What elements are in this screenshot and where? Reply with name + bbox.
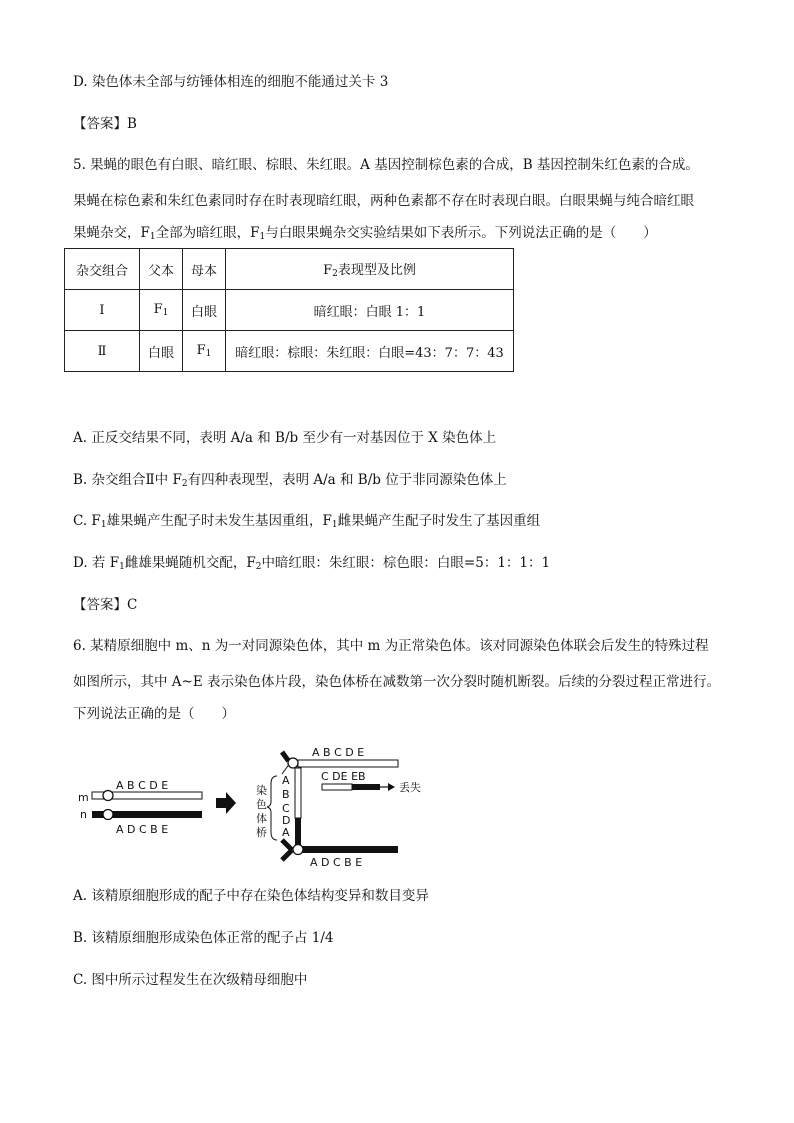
bridge-brace bbox=[267, 776, 277, 840]
table-header-cell: $F_2$表现型及比例 bbox=[226, 249, 514, 290]
bridge-gene-c: C bbox=[282, 802, 290, 815]
bottom-chromosome bbox=[298, 846, 398, 853]
fragment-gene-labels: C DE EB bbox=[321, 770, 366, 783]
table-cell: 白眼 bbox=[140, 331, 183, 372]
bridge-gene-a2: A bbox=[282, 826, 290, 839]
bridge-black-segment bbox=[295, 818, 301, 846]
n-label: n bbox=[80, 808, 87, 821]
m-centromere bbox=[103, 791, 113, 801]
q6-stem-3: 下列说法正确的是（ ） bbox=[73, 706, 235, 722]
q6-option-b: B. 该精原细胞形成染色体正常的配子占 1/4 bbox=[73, 930, 334, 946]
q5-stem-1: 5. 果蝇的眼色有白眼、暗红眼、棕眼、朱红眼。A 基因控制棕色素的合成，B 基因控制朱红色素的合成。 bbox=[73, 157, 699, 173]
top-chromosome bbox=[298, 760, 398, 767]
table-header-cell: 母本 bbox=[183, 249, 226, 290]
table-cell: 暗红眼：白眼 1：1 bbox=[226, 290, 514, 331]
fragment-black bbox=[352, 784, 380, 790]
fragment-white bbox=[322, 784, 352, 790]
bridge-gene-b: B bbox=[282, 788, 290, 801]
bottom-gene-labels: A D C B E bbox=[310, 856, 363, 869]
arrow-right-icon bbox=[216, 792, 236, 814]
table-row bbox=[65, 290, 514, 331]
chromosome-bridge-diagram bbox=[70, 740, 450, 870]
bridge-label-2: 色 bbox=[256, 798, 267, 811]
q4-option-d: D. 染色体未全部与纺锤体相连的细胞不能通过关卡 3 bbox=[73, 74, 389, 90]
q6-option-a: A. 该精原细胞形成的配子中存在染色体结构变异和数目变异 bbox=[73, 888, 429, 904]
table-header-cell: 杂交组合 bbox=[65, 249, 140, 290]
table-header-row bbox=[65, 249, 514, 290]
table-header-cell: 父本 bbox=[140, 249, 183, 290]
q5-table bbox=[64, 248, 514, 372]
n-centromere bbox=[103, 810, 113, 820]
table-cell: Ⅰ bbox=[65, 290, 140, 331]
table-row bbox=[65, 331, 514, 372]
q6-stem-2: 如图所示，其中 A~E 表示染色体片段，染色体桥在减数第一次分裂时随机断裂。后续的分裂过程正常进行。 bbox=[73, 674, 720, 690]
bridge-label-3: 体 bbox=[256, 812, 267, 825]
bridge-label-1: 染 bbox=[256, 784, 267, 797]
bridge-label-4: 桥 bbox=[256, 826, 267, 839]
q5-answer: 【答案】C bbox=[73, 597, 138, 613]
table-cell: 白眼 bbox=[183, 290, 226, 331]
bridge-gene-d: D bbox=[282, 814, 291, 827]
bridge-white-segment bbox=[295, 768, 301, 818]
q5-option-a: A. 正反交结果不同，表明 A/a 和 B/b 至少有一对基因位于 X 染色体上 bbox=[73, 430, 497, 446]
q5-stem-3: 果蝇杂交，$F_1$全部为暗红眼，$F_1$与白眼果蝇杂交实验结果如下表所示。下列说法正确的是（ ） bbox=[73, 225, 657, 242]
bottom-centromere bbox=[293, 845, 303, 855]
lost-label: 丢失 bbox=[399, 781, 421, 794]
lost-arrow-head-icon bbox=[388, 783, 395, 791]
n-gene-labels: A D C B E bbox=[116, 823, 169, 836]
m-gene-labels: A B C D E bbox=[116, 779, 169, 792]
table-cell: $F_1$ bbox=[140, 290, 183, 331]
q6-option-c: C. 图中所示过程发生在次级精母细胞中 bbox=[73, 972, 308, 988]
q6-stem-1: 6. 某精原细胞中 m、n 为一对同源染色体，其中 m 为正常染色体。该对同源染色体联会后发生的特殊过程 bbox=[73, 638, 709, 654]
bottom-arm-2 bbox=[282, 850, 292, 860]
q5-option-b: B. 杂交组合Ⅱ中 $F_2$有四种表现型，表明 A/a 和 B/b 位于非同源染色体上 bbox=[73, 472, 507, 489]
q4-answer: 【答案】B bbox=[73, 116, 137, 132]
table-cell: $F_1$ bbox=[183, 331, 226, 372]
q5-stem-2: 果蝇在棕色素和朱红色素同时存在时表现暗红眼，两种色素都不存在时表现白眼。白眼果蝇与纯合暗红眼 bbox=[73, 193, 694, 209]
bridge-gene-a: A bbox=[282, 774, 290, 787]
table-cell: 暗红眼：棕眼：朱红眼：白眼=43：7：7：43 bbox=[226, 331, 514, 372]
table-cell: Ⅱ bbox=[65, 331, 140, 372]
q5-option-d: D. 若 $F_1$雌雄果蝇随机交配，$F_2$中暗红眼：朱红眼：棕色眼：白眼=5：1：1：1 bbox=[73, 555, 551, 572]
top-gene-labels: A B C D E bbox=[312, 746, 365, 759]
m-label: m bbox=[78, 791, 89, 804]
q5-option-c: C. $F_1$雄果蝇产生配子时未发生基因重组，$F_1$雌果蝇产生配子时发生了基因重组 bbox=[73, 513, 541, 530]
top-centromere bbox=[288, 758, 298, 768]
